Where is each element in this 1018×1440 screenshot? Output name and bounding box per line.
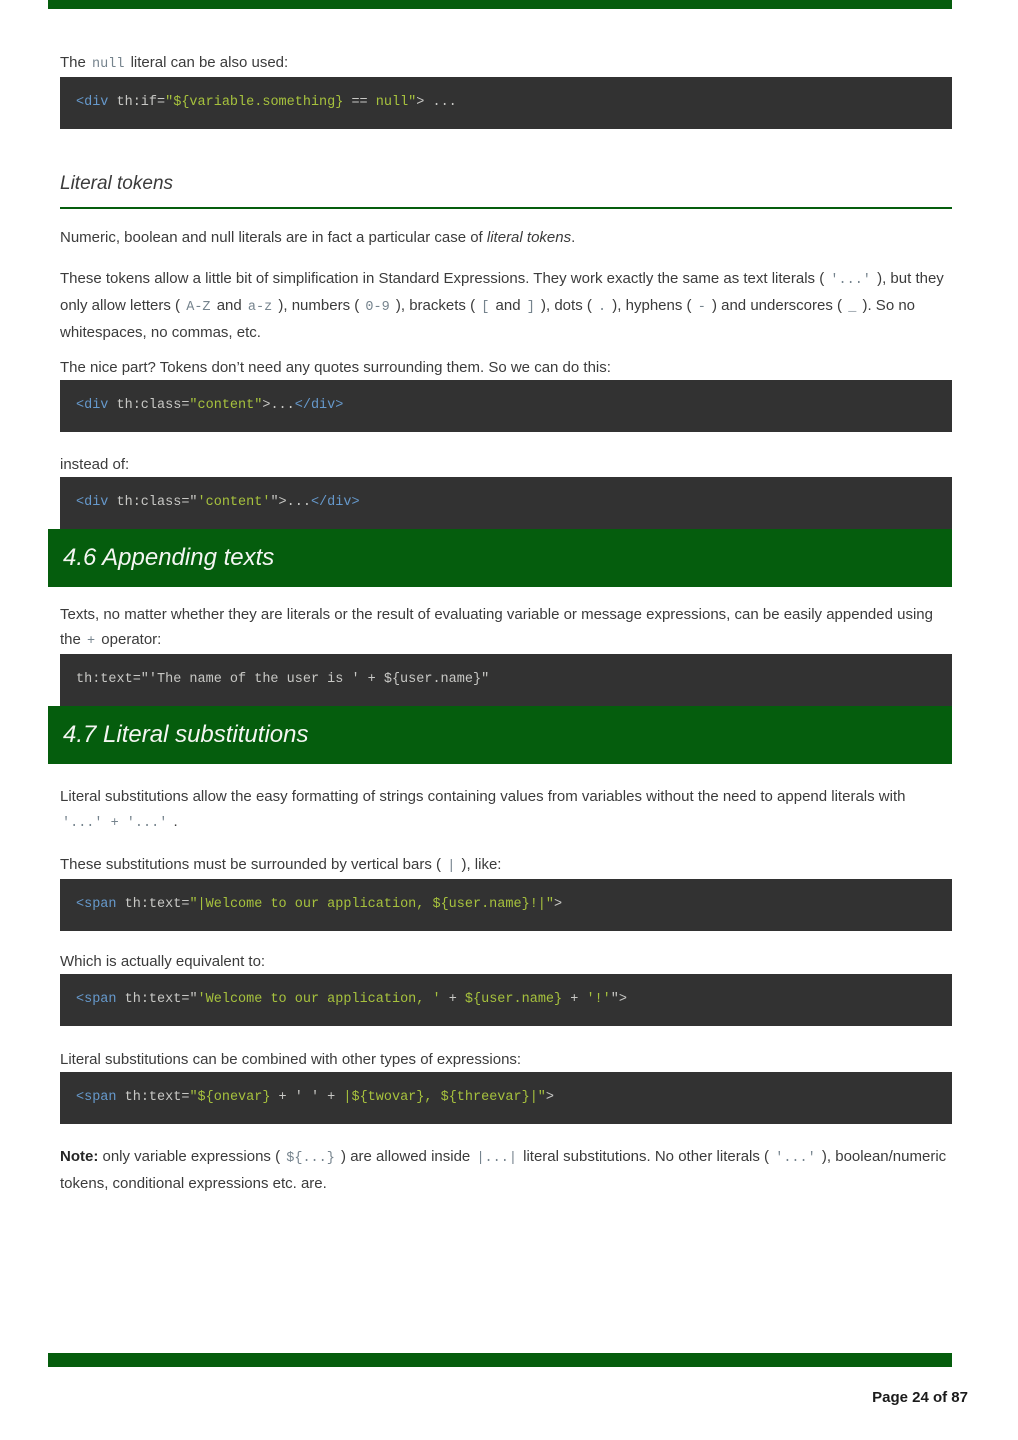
code-token: > ... <box>416 95 457 110</box>
text-run: These substitutions must be surrounded by vertical bars ( <box>60 856 446 873</box>
text-run: ), dots ( <box>536 297 597 314</box>
paragraph-appending-intro <box>60 602 952 654</box>
text-run: The <box>60 54 91 71</box>
heading-literal-tokens: Literal tokens <box>60 172 952 209</box>
code-block-literal-substitution <box>60 879 952 931</box>
code-token: "${onevar} <box>189 1090 271 1105</box>
text-run: Literal substitutions allow the easy formatting of strings containing values from variables without the need to append literals with <box>60 788 906 805</box>
text-run: operator: <box>97 631 162 648</box>
code-token: <div <box>76 95 109 110</box>
paragraph-vertical-bars <box>60 852 952 879</box>
text-run: . <box>571 229 576 246</box>
code-token: th:text="'The name of the user is ' + ${user.name}" <box>76 672 490 687</box>
inline-code: '...' <box>775 1151 816 1166</box>
inline-code: _ <box>848 300 857 315</box>
inline-code: '...' <box>830 273 871 288</box>
inline-code: [ <box>481 300 490 315</box>
paragraph-null-literal <box>60 50 952 77</box>
code-token: <div <box>76 398 109 413</box>
code-token: "${variable.something} <box>165 95 344 110</box>
text-run: ) and underscores ( <box>707 297 847 314</box>
code-token: + ' ' + <box>270 1090 344 1105</box>
code-token: + <box>440 992 465 1007</box>
code-token: ">... <box>270 495 311 510</box>
code-token: "> <box>610 992 627 1007</box>
paragraph-equivalent: Which is actually equivalent to: <box>60 953 266 970</box>
text-run: and <box>212 297 246 314</box>
code-token: "content" <box>189 398 263 413</box>
inline-code: 0-9 <box>365 300 390 315</box>
page-number-label: Page 24 of 87 <box>872 1389 968 1406</box>
inline-code: null <box>92 57 125 72</box>
code-block-unquoted-token <box>60 380 952 432</box>
code-token: > <box>554 897 563 912</box>
inline-code: '...' + '...' <box>62 816 168 831</box>
text-run: and <box>491 297 525 314</box>
code-token: th:text= <box>116 1090 190 1105</box>
paragraph-instead-of: instead of: <box>60 456 130 473</box>
text-run: Numeric, boolean and null literals are in fact a particular case of <box>60 229 487 246</box>
text-run: . <box>169 813 178 830</box>
code-token: <span <box>76 992 117 1007</box>
inline-code: a-z <box>247 300 273 315</box>
code-token: 'content' <box>197 495 271 510</box>
code-token: th:class= <box>108 398 190 413</box>
page-bottom-rule <box>48 1353 952 1367</box>
code-token: "|Welcome to our application, ${user.name}!|" <box>189 897 554 912</box>
code-token: <div <box>76 495 109 510</box>
code-token: </div> <box>310 495 360 510</box>
code-token: 'Welcome to our application, ' <box>197 992 441 1007</box>
code-token: <span <box>76 897 117 912</box>
code-token: th:class= <box>108 495 190 510</box>
code-block-substitution-equivalent <box>60 974 952 1026</box>
heading-literal-substitutions: 4.7 Literal substitutions <box>48 706 952 764</box>
code-block-null-check <box>60 77 952 129</box>
code-token: " <box>189 992 198 1007</box>
note-label: Note: <box>60 1148 99 1165</box>
text-run: literal substitutions. No other literals ( <box>518 1148 774 1165</box>
code-token: ${user.name} <box>464 992 563 1007</box>
paragraph-token-rules <box>60 266 952 345</box>
text-run: literal can be also used: <box>126 54 289 71</box>
code-block-combined-expressions <box>60 1072 952 1124</box>
page-content <box>60 0 952 1196</box>
code-block-text-append <box>60 654 952 706</box>
paragraph-nice-part: The nice part? Tokens don’t need any quotes surrounding them. So we can do this: <box>60 359 611 376</box>
text-run: ), like: <box>457 856 502 873</box>
heading-appending-texts: 4.6 Appending texts <box>48 529 952 587</box>
code-token: </div> <box>294 398 344 413</box>
code-token: th:text= <box>116 992 190 1007</box>
text-run: These tokens allow a little bit of simplification in Standard Expressions. They work exactly the same as text literals ( <box>60 270 829 287</box>
paragraph-tokens-intro <box>60 225 952 250</box>
text-run: ), brackets ( <box>391 297 480 314</box>
code-token: null" <box>375 95 417 110</box>
emphasized-term: literal tokens <box>486 229 572 246</box>
text-run: ), boolean/numeric tokens, conditional expressions etc. are. <box>60 1148 947 1192</box>
inline-code: A-Z <box>186 300 211 315</box>
code-token: th:if= <box>108 95 166 110</box>
paragraph-combined: Literal substitutions can be combined with other types of expressions: <box>60 1051 522 1068</box>
inline-code: | <box>447 859 456 874</box>
code-token: th:text= <box>116 897 190 912</box>
text-run: ), hyphens ( <box>608 297 696 314</box>
text-run: Texts, no matter whether they are literals or the result of evaluating variable or message expressions, can be easily appended using the <box>60 606 933 648</box>
inline-code: + <box>87 634 96 649</box>
paragraph-substitutions-intro <box>60 784 952 836</box>
text-run: only variable expressions ( <box>98 1148 285 1165</box>
code-token: + <box>562 992 587 1007</box>
paragraph-note <box>60 1144 952 1196</box>
code-token: > <box>545 1090 555 1105</box>
text-run: ), but they only allow letters ( <box>60 270 944 314</box>
code-token: '!' <box>586 992 611 1007</box>
code-token: |${twovar}, ${threevar}|" <box>343 1090 546 1105</box>
code-token: == <box>343 95 376 110</box>
inline-code: . <box>598 300 607 315</box>
code-token: >... <box>262 398 295 413</box>
inline-code: - <box>697 300 706 315</box>
inline-code: ] <box>526 300 535 315</box>
text-run: ). So no whitespaces, no commas, etc. <box>60 297 916 341</box>
text-run: ) are allowed inside <box>336 1148 475 1165</box>
code-token: <span <box>76 1090 117 1105</box>
inline-code: ${...} <box>286 1151 335 1166</box>
inline-code: |...| <box>476 1151 517 1166</box>
code-token: " <box>189 495 198 510</box>
code-block-quoted-literal <box>60 477 952 529</box>
text-run: ), numbers ( <box>274 297 364 314</box>
